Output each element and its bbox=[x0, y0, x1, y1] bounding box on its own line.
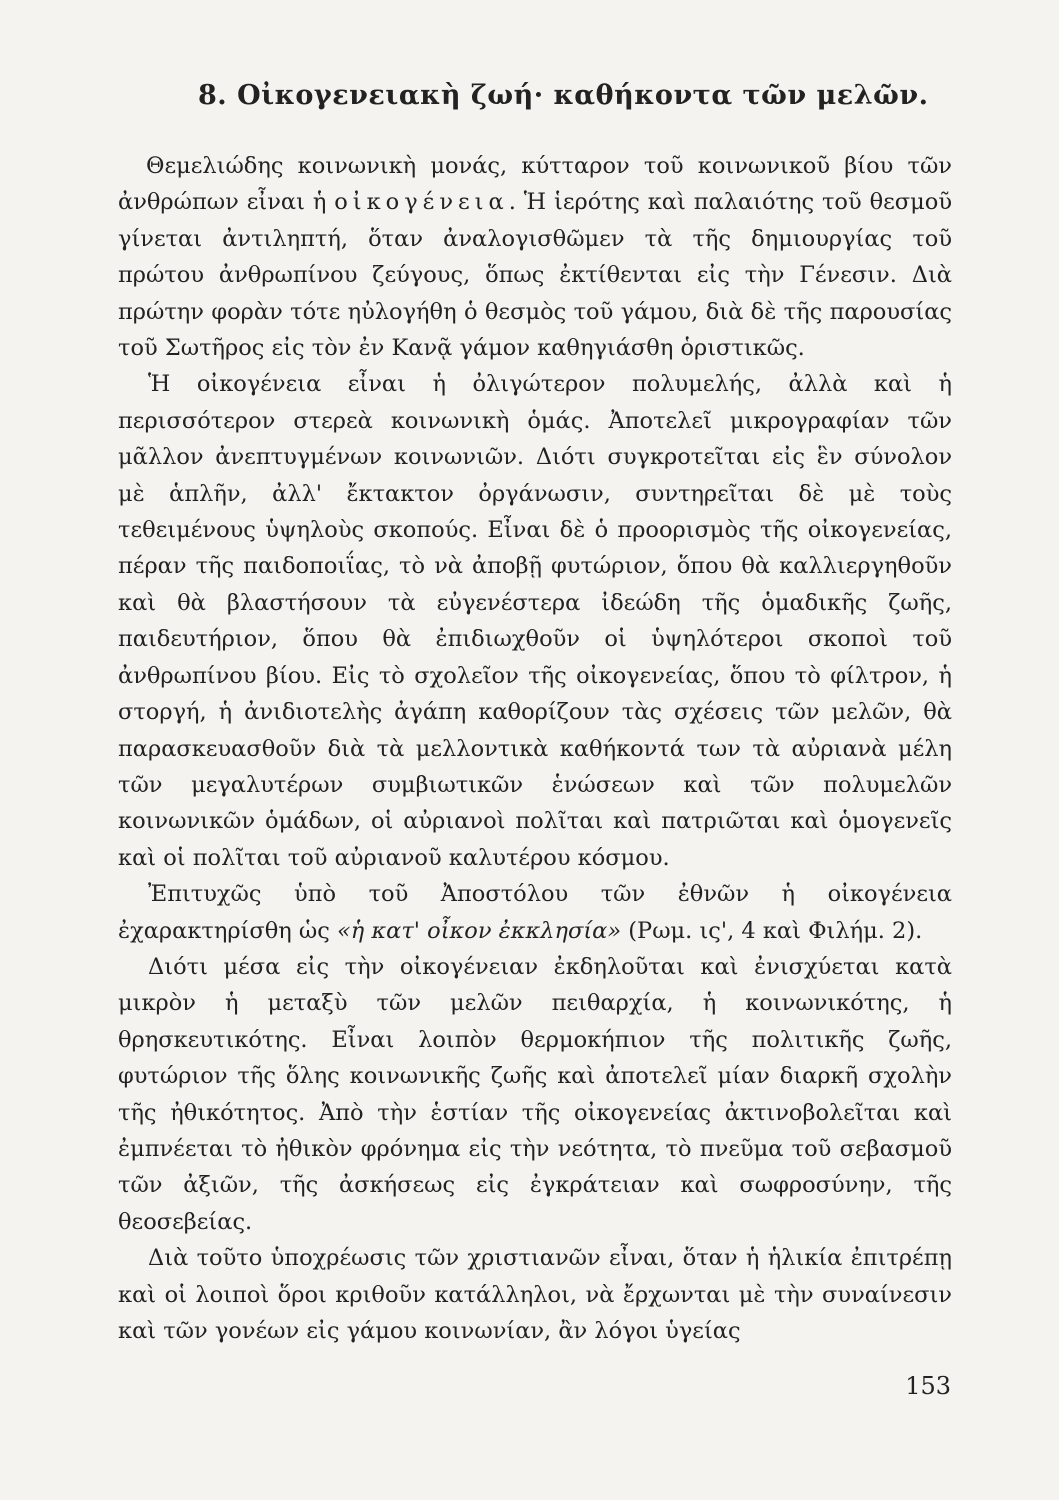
paragraph-2: Ἡ οἰκογένεια εἶναι ἡ ὀλιγώτερον πολυμελής, ἀλλὰ καὶ ἡ περισσότερον στερεὰ κοινωνικὴ ὁμάς. Ἀποτελεῖ μικρογραφίαν τῶν μᾶλλον ἀνεπτυγμένων κοινωνιῶν. Διότι συγκροτεῖται εἰς ἓν σύνολον μὲ ἁπλῆν, ἀλλ' ἔκτακτον ὀργάνωσιν, συντηρεῖται δὲ μὲ τοὺς τεθειμένους ὑψηλοὺς σκοπούς. Εἶναι δὲ ὁ προορισμὸς τῆς οἰκογενείας, πέραν τῆς παιδοποιΐας, τὸ νὰ ἀποβῇ φυτώριον, ὅπου θὰ καλλιεργηθοῦν καὶ θὰ βλαστήσουν τὰ εὐγενέστερα ἰδεώδη τῆς ὁμαδικῆς ζωῆς, παιδευτήριον, ὅπου θὰ ἐπιδιωχθοῦν οἱ ὑψηλότεροι σκοποὶ τοῦ ἀνθρωπίνου βίου. Εἰς τὸ σχολεῖον τῆς οἰκογενείας, ὅπου τὸ φίλτρον, ἡ στοργή, ἡ ἀνιδιοτελὴς ἀγάπη καθορίζουν τὰς σχέσεις τῶν μελῶν, θὰ παρασκευασθοῦν διὰ τὰ μελλοντικὰ καθήκοντά των τὰ αὐριανὰ μέλη τῶν μεγαλυτέρων συμβιωτικῶν ἑνώσεων καὶ τῶν πολυμελῶν κοινωνικῶν ὁμάδων, οἱ αὐριανοὶ πολῖται καὶ πατριῶται καὶ ὁμογενεῖς καὶ οἱ πολῖται τοῦ αὐριανοῦ καλυτέρου κόσμου. bbox=[118, 371, 952, 871]
quotation: «ἡ κατ' οἶκον ἐκκλησία» bbox=[337, 917, 622, 944]
paragraph-3-citation: (Ρωμ. ις', 4 καὶ Φιλήμ. 2). bbox=[621, 917, 923, 944]
paragraph-3 bbox=[118, 876, 952, 949]
section-heading: 8. Οἰκογενειακὴ ζωή· καθήκοντα τῶν μελῶν. bbox=[198, 80, 929, 111]
paragraph-3-start: Ἐπιτυχῶς ὑπὸ τοῦ Ἀποστόλου τῶν ἐθνῶν ἡ οἰκογένεια ἐχαρακτηρίσθη ὡς bbox=[118, 881, 952, 944]
paragraph-1-rest: . Ἡ ἱερότης καὶ παλαιότης τοῦ θεσμοῦ γίνεται ἀντιληπτή, ὅταν ἀναλογισθῶμεν τὰ τῆς δημιουργίας τοῦ πρώτου ἀνθρωπίνου ζεύγους, ὅπως ἐκτίθενται εἰς τὴν Γένεσιν. Διὰ πρώτην φορὰν τότε ηὐλογήθη ὁ θεσμὸς τοῦ γάμου, διὰ δὲ τῆς παρουσίας τοῦ Σωτῆρος εἰς τὸν ἐν Κανᾷ γάμον καθηγιάσθη ὁριστικῶς. bbox=[118, 189, 952, 362]
page-number: 153 bbox=[905, 1372, 951, 1400]
paragraph-1 bbox=[118, 148, 952, 366]
paragraph-5: Διὰ τοῦτο ὑποχρέωσις τῶν χριστιανῶν εἶναι, ὅταν ἡ ἡλικία ἐπιτρέπῃ καὶ οἱ λοιποὶ ὅροι κριθοῦν κατάλληλοι, νὰ ἔρχωνται μὲ τὴν συναίνεσιν καὶ τῶν γονέων εἰς γάμου κοινωνίαν, ἂν λόγοι ὑγείας bbox=[118, 1245, 952, 1344]
paragraph-1-start: Θεμελιώδης κοινωνικὴ μονάς, κύτταρον τοῦ κοινωνικοῦ βίου τῶν ἀνθρώπων εἶναι ἡ bbox=[118, 153, 952, 216]
emphasized-term: οἰκογένεια bbox=[334, 189, 509, 216]
paragraph-4: Διότι μέσα εἰς τὴν οἰκογένειαν ἐκδηλοῦται καὶ ἐνισχύεται κατὰ μικρὸν ἡ μεταξὺ τῶν μελῶν πειθαρχία, ἡ κοινωνικότης, ἡ θρησκευτικότης. Εἶναι λοιπὸν θερμοκήπιον τῆς πολιτικῆς ζωῆς, φυτώριον τῆς ὅλης κοινωνικῆς ζωῆς καὶ ἀποτελεῖ μίαν διαρκῆ σχολὴν τῆς ἠθικότητος. Ἀπὸ τὴν ἑστίαν τῆς οἰκογενείας ἀκτινοβολεῖται καὶ ἐμπνέεται τὸ ἠθικὸν φρόνημα εἰς τὴν νεότητα, τὸ πνεῦμα τοῦ σεβασμοῦ τῶν ἀξιῶν, τῆς ἀσκήσεως εἰς ἐγκράτειαν καὶ σωφροσύνην, τῆς θεοσεβείας. bbox=[118, 953, 952, 1235]
body-text bbox=[118, 148, 952, 1349]
